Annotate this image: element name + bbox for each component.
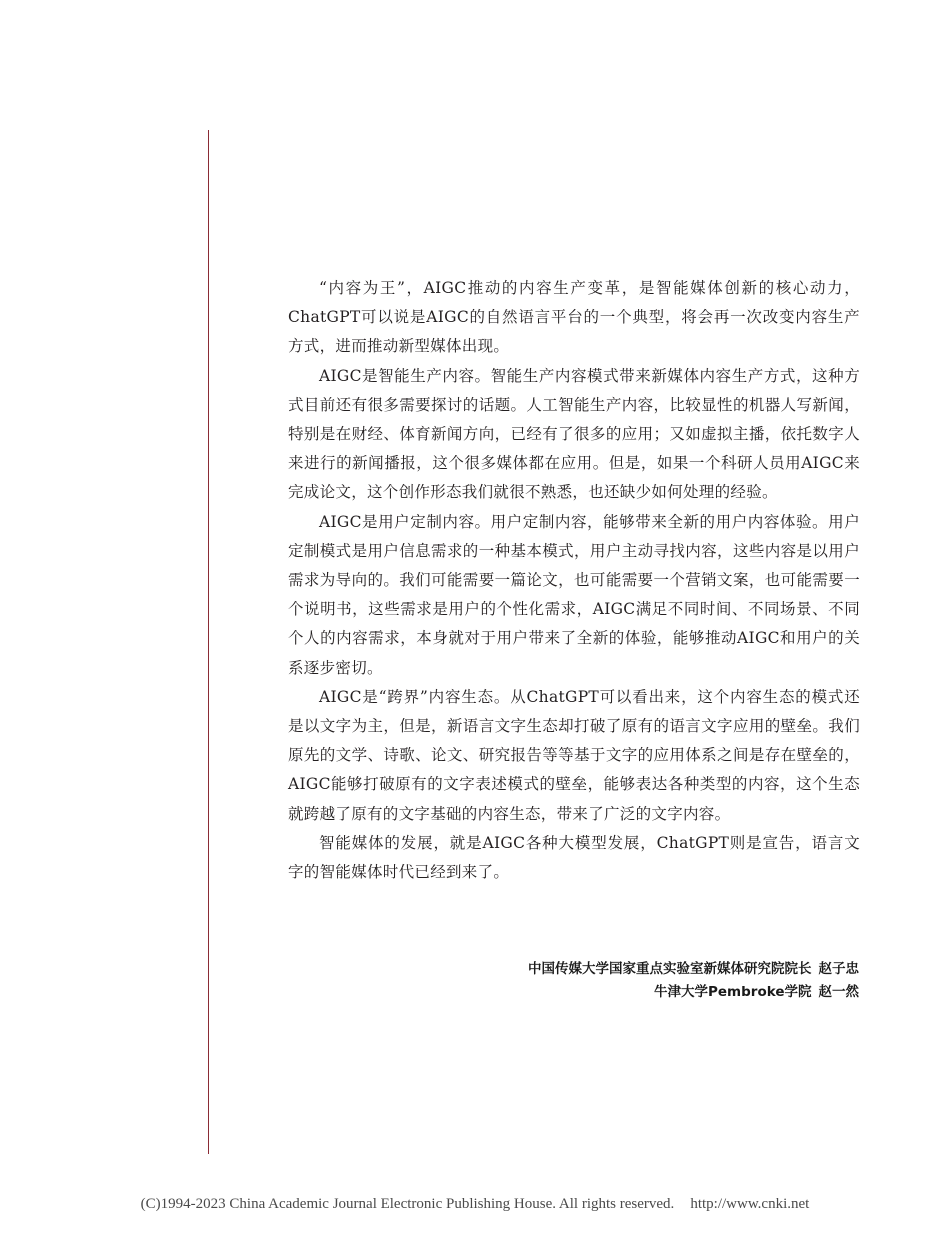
author-name-1: 赵子忠 xyxy=(818,961,859,977)
paragraph-5: 智能媒体的发展，就是AIGC各种大模型发展，ChatGPT则是宣告，语言文字的智能媒体时代已经到来了。 xyxy=(288,833,860,882)
copyright-footer xyxy=(0,1196,950,1213)
author-affiliation-2: 牛津大学Pembroke学院 xyxy=(654,984,812,1000)
paragraph-3: AIGC是用户定制内容。用户定制内容，能够带来全新的用户内容体验。用户定制模式是用户信息需求的一种基本模式，用户主动寻找内容，这些内容是以用户需求为导向的。我们可能需要一篇论文，也可能需要一个营销文案，也可能需要一个说明书，这些需求是用户的个性化需求，AIGC满足不同时间、不同场景、不同个人的内容需求，本身就对于用户带来了全新的体验，能够推动AIGC和用户的关系逐步密切。 xyxy=(288,512,860,677)
signature-line-1 xyxy=(528,958,859,981)
paragraph-4: AIGC是“跨界”内容生态。从ChatGPT可以看出来，这个内容生态的模式还是以文字为主，但是，新语言文字生态却打破了原有的语言文字应用的壁垒。我们原先的文学、诗歌、论文、研究报告等等基于文字的应用体系之间是存在壁垒的，AIGC能够打破原有的文字表述模式的壁垒，能够表达各种类型的内容，这个生态就跨越了原有的文字基础的内容生态，带来了广泛的文字内容。 xyxy=(288,687,860,823)
footer-url[interactable]: http://www.cnki.net xyxy=(690,1196,810,1212)
author-affiliation-1: 中国传媒大学国家重点实验室新媒体研究院院长 xyxy=(528,961,812,977)
paragraph-1: “内容为王”，AIGC推动的内容生产变革，是智能媒体创新的核心动力，ChatGPT可以说是AIGC的自然语言平台的一个典型，将会再一次改变内容生产方式，进而推动新型媒体出现。 xyxy=(288,279,860,356)
margin-rule xyxy=(208,130,209,1154)
copyright-text: (C)1994-2023 China Academic Journal Electronic Publishing House. All rights reserved. xyxy=(140,1196,675,1212)
signature-line-2 xyxy=(528,981,859,1004)
author-signature xyxy=(528,958,859,1004)
paragraph-2: AIGC是智能生产内容。智能生产内容模式带来新媒体内容生产方式，这种方式目前还有很多需要探讨的话题。人工智能生产内容，比较显性的机器人写新闻，特别是在财经、体育新闻方向，已经有了很多的应用；又如虚拟主播，依托数字人来进行的新闻播报，这个很多媒体都在应用。但是，如果一个科研人员用AIGC来完成论文，这个创作形态我们就很不熟悉，也还缺少如何处理的经验。 xyxy=(288,366,860,502)
author-name-2: 赵一然 xyxy=(818,984,859,1000)
article-body xyxy=(288,274,860,887)
